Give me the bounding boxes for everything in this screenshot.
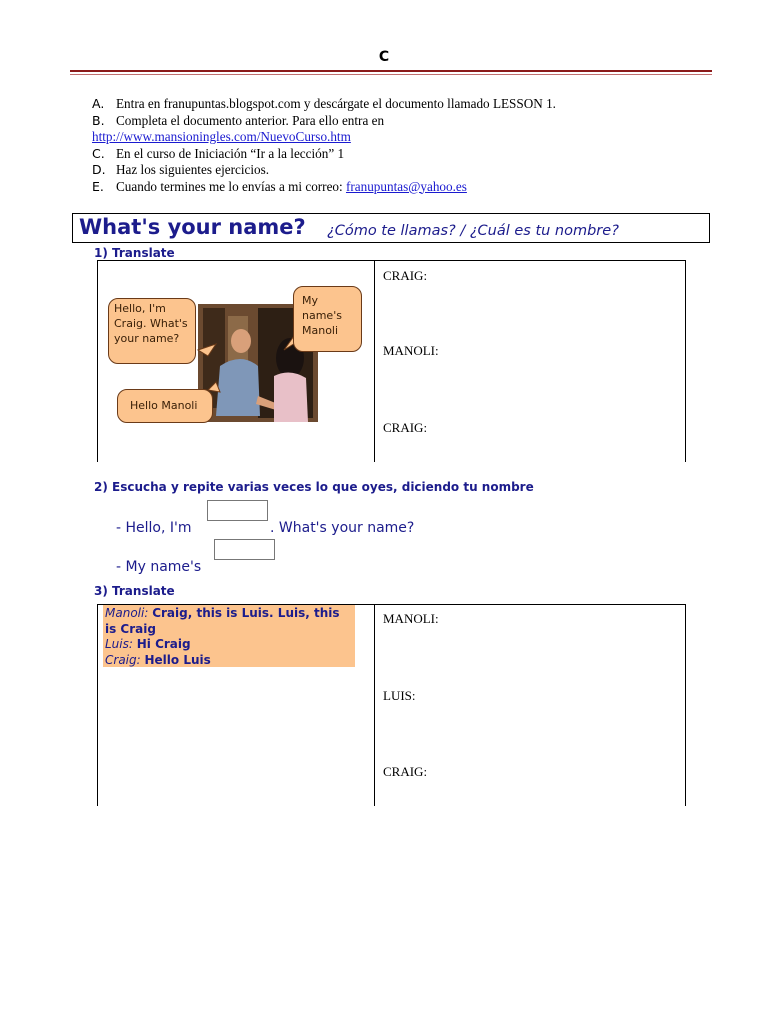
list-item: [92, 162, 712, 179]
answer-label: CRAIG:: [383, 764, 428, 779]
dialogue-text: Hi Craig: [136, 637, 191, 651]
table1-left-border: [97, 260, 98, 462]
dialogue-text: Hello Luis: [144, 652, 211, 667]
dialog-line-1a: - Hello, I'm: [116, 520, 192, 536]
table1-right-border: [685, 260, 686, 462]
answer-label: CRAIG:: [383, 420, 428, 435]
table3-left-border: [97, 604, 98, 806]
list-text: Cuando termines me lo envías a mi correo:: [116, 178, 346, 194]
list-text: Entra en franupuntas.blogspot.com y descárgate el documento llamado LESSON 1.: [116, 96, 556, 111]
list-item: [92, 146, 712, 163]
dialogue-line: [105, 606, 353, 637]
answer-label: LUIS:: [383, 688, 416, 703]
section1-heading: 1) Translate: [94, 246, 175, 260]
page-subtitle: ¿Cómo te llamas? / ¿Cuál es tu nombre?: [327, 223, 619, 239]
table3-right-border: [685, 604, 686, 806]
dialog-line-2: - My name's: [116, 559, 202, 575]
speaker: Luis:: [105, 637, 133, 651]
speaker: Manoli:: [105, 606, 149, 620]
list-item: [92, 113, 712, 130]
list-letter: A.: [92, 96, 105, 111]
list-letter: D.: [92, 162, 106, 177]
table1-divider: [374, 260, 375, 462]
dialogue-line: [105, 653, 353, 669]
dialogue-box: [103, 605, 355, 667]
header-rule: [70, 70, 712, 72]
list-item: [92, 179, 712, 196]
list-item: [92, 96, 712, 113]
speech-bubble-hello: Hello Manoli: [117, 389, 213, 423]
speaker: Craig:: [105, 652, 141, 667]
speech-bubble-manoli: My name's Manoli: [293, 286, 362, 352]
course-link[interactable]: http://www.mansioningles.com/NuevoCurso.htm: [92, 129, 351, 144]
dialog-line-1b: . What's your name?: [270, 520, 415, 536]
speech-bubble-craig: Hello, I'm Craig. What's your name?: [108, 298, 196, 364]
list-text: Haz los siguientes ejercicios.: [116, 162, 270, 177]
section3-heading: 3) Translate: [94, 584, 175, 598]
email-link[interactable]: franupuntas@yahoo.es: [345, 178, 467, 194]
list-letter: B.: [92, 112, 105, 128]
dialogue-text: Craig, this is Luis. Luis, this is Craig: [105, 606, 340, 636]
answer-label: MANOLI:: [383, 343, 439, 358]
list-text: Completa el documento anterior. Para ello entra en: [116, 112, 385, 128]
table3-divider: [374, 604, 375, 806]
answer-label: CRAIG:: [383, 268, 428, 283]
header-rule-thin: [70, 74, 712, 75]
page-title: What's your name?: [79, 215, 306, 239]
table1-top-border: [97, 260, 686, 261]
answer-label: MANOLI:: [383, 611, 439, 626]
list-text: En el curso de Iniciación “Ir a la lección” 1: [116, 145, 345, 161]
list-letter: E.: [92, 178, 104, 194]
name-input-2[interactable]: [214, 539, 275, 560]
dialogue-line: [105, 637, 353, 653]
name-input-1[interactable]: [207, 500, 268, 521]
list-letter: C.: [92, 145, 105, 161]
list-item-continuation: [92, 129, 712, 146]
section2-heading: 2) Escucha y repite varias veces lo que oyes, diciendo tu nombre: [94, 480, 534, 494]
instruction-list: [92, 96, 712, 195]
header-letter: C: [378, 49, 390, 65]
